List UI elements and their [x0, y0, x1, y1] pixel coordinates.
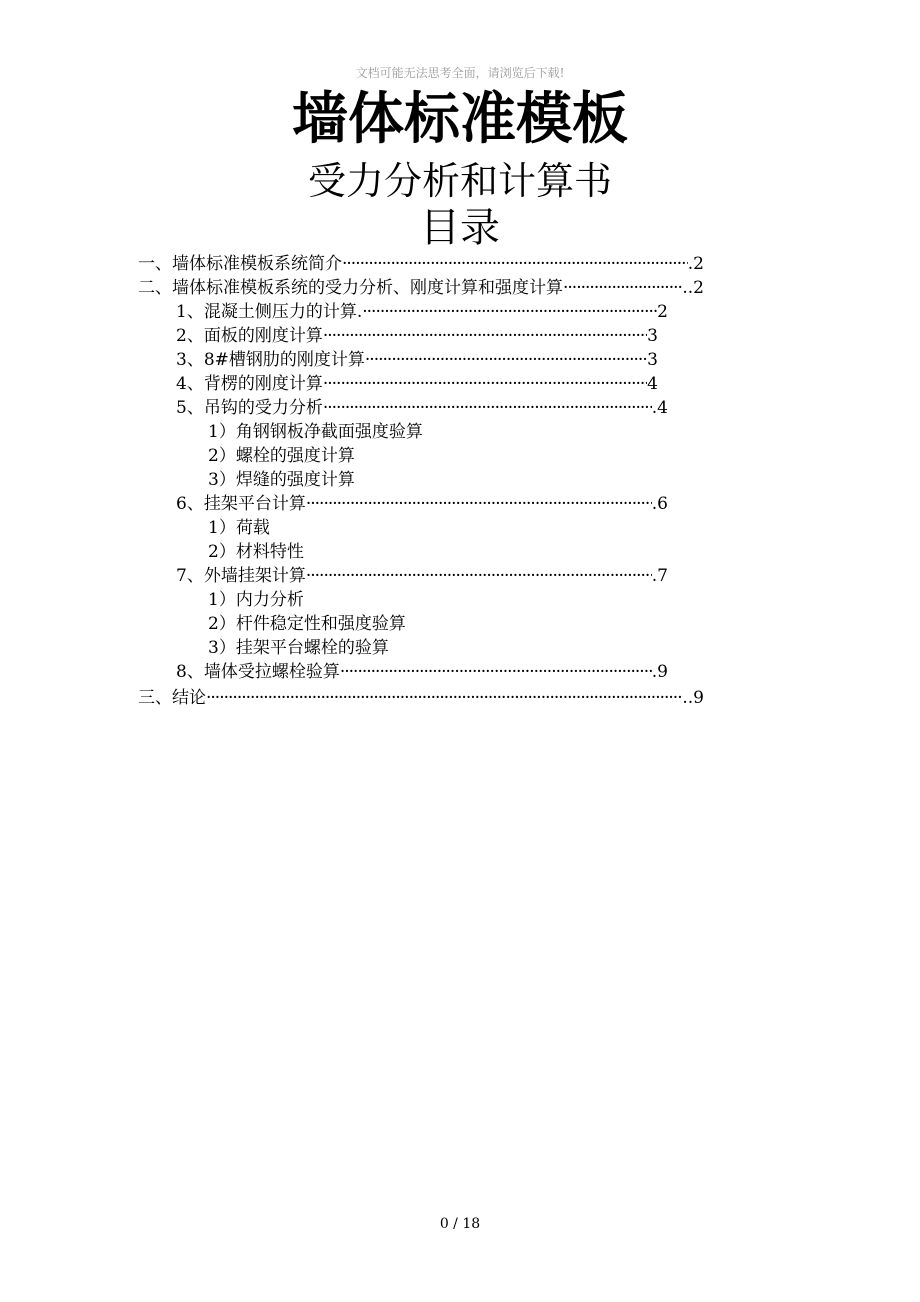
toc-heading: 目录	[420, 205, 500, 251]
toc-leader	[306, 492, 652, 516]
toc-entry-label: 4、背楞的刚度计算	[176, 374, 323, 394]
toc-leader	[342, 252, 688, 276]
toc-entry-label: 6、挂架平台计算	[176, 494, 306, 514]
toc-entry-label: 3）焊缝的强度计算	[208, 470, 355, 490]
toc-subentry-2-7-2[interactable]	[208, 612, 406, 636]
toc-leader	[340, 660, 652, 684]
toc-page-number: .7	[651, 566, 668, 586]
toc-entry-2-7[interactable]	[176, 564, 668, 588]
toc-entry-label: 二、墙体标准模板系统的受力分析、刚度计算和强度计算	[138, 278, 563, 298]
toc-entry-label: 1）内力分析	[208, 590, 304, 610]
toc-subentry-2-6-2[interactable]	[208, 540, 304, 564]
toc-entry-label: 一、墙体标准模板系统简介	[138, 254, 342, 274]
toc-subentry-2-7-3[interactable]	[208, 636, 389, 660]
toc-leader	[563, 276, 682, 300]
toc-entry-2-5[interactable]	[176, 396, 668, 420]
toc-leader	[323, 324, 647, 348]
document-subtitle: 受力分析和计算书	[307, 159, 612, 203]
toc-page-number: .4	[651, 398, 668, 418]
toc-entry-2-1[interactable]	[176, 300, 668, 324]
toc-leader	[206, 686, 682, 710]
toc-entry-2-8[interactable]	[176, 660, 668, 684]
toc-page-number: 3	[647, 350, 658, 370]
toc-leader	[323, 396, 652, 420]
toc-entry-label: 7、外墙挂架计算	[176, 566, 306, 586]
toc-entry-label: 1、混凝土侧压力的计算.	[176, 302, 363, 322]
toc-subentry-2-7-1[interactable]	[208, 588, 304, 612]
toc-entry-label: 三、结论	[138, 688, 206, 708]
toc-entry-label: 3、8#槽钢肋的刚度计算	[176, 350, 365, 370]
toc-page-number: 2	[657, 302, 668, 322]
watermark-text: 文档可能无法思考全面，请浏览后下载!	[355, 66, 565, 80]
toc-leader	[365, 348, 647, 372]
toc-entry-2-2[interactable]	[176, 324, 658, 348]
toc-page-number: .9	[651, 662, 668, 682]
toc-entry-2[interactable]	[138, 276, 704, 300]
toc-subentry-2-5-2[interactable]	[208, 444, 355, 468]
toc-entry-label: 2、面板的刚度计算	[176, 326, 323, 346]
toc-page-number: ..9	[682, 688, 704, 708]
toc-entry-label: 2）螺栓的强度计算	[208, 446, 355, 466]
toc-page-number: ..2	[682, 278, 704, 298]
toc-entry-3[interactable]	[138, 686, 704, 710]
toc-leader	[323, 372, 647, 396]
toc-entry-label: 1）角钢钢板净截面强度验算	[208, 422, 423, 442]
toc-entry-label: 2）杆件稳定性和强度验算	[208, 614, 406, 634]
toc-page-number: 3	[647, 326, 658, 346]
toc-page-number: .6	[651, 494, 668, 514]
toc-page-number: 4	[647, 374, 658, 394]
toc-entry-2-3[interactable]	[176, 348, 658, 372]
toc-entry-2-4[interactable]	[176, 372, 658, 396]
toc-entry-2-6[interactable]	[176, 492, 668, 516]
toc-entry-label: 1）荷载	[208, 518, 270, 538]
toc-entry-label: 5、吊钩的受力分析	[176, 398, 323, 418]
toc-subentry-2-5-3[interactable]	[208, 468, 355, 492]
toc-subentry-2-6-1[interactable]	[208, 516, 270, 540]
toc-entry-label: 3）挂架平台螺栓的验算	[208, 638, 389, 658]
toc-entry-1[interactable]	[138, 252, 704, 276]
toc-leader	[362, 300, 657, 324]
toc-entry-label: 2）材料特性	[208, 542, 304, 562]
toc-entry-label: 8、墙体受拉螺栓验算	[176, 662, 340, 682]
toc-leader	[306, 564, 652, 588]
document-title: 墙体标准模板	[292, 87, 628, 152]
toc-page-number: .2	[687, 254, 704, 274]
page-number-footer: 0 / 18	[439, 1216, 481, 1232]
toc-subentry-2-5-1[interactable]	[208, 420, 423, 444]
